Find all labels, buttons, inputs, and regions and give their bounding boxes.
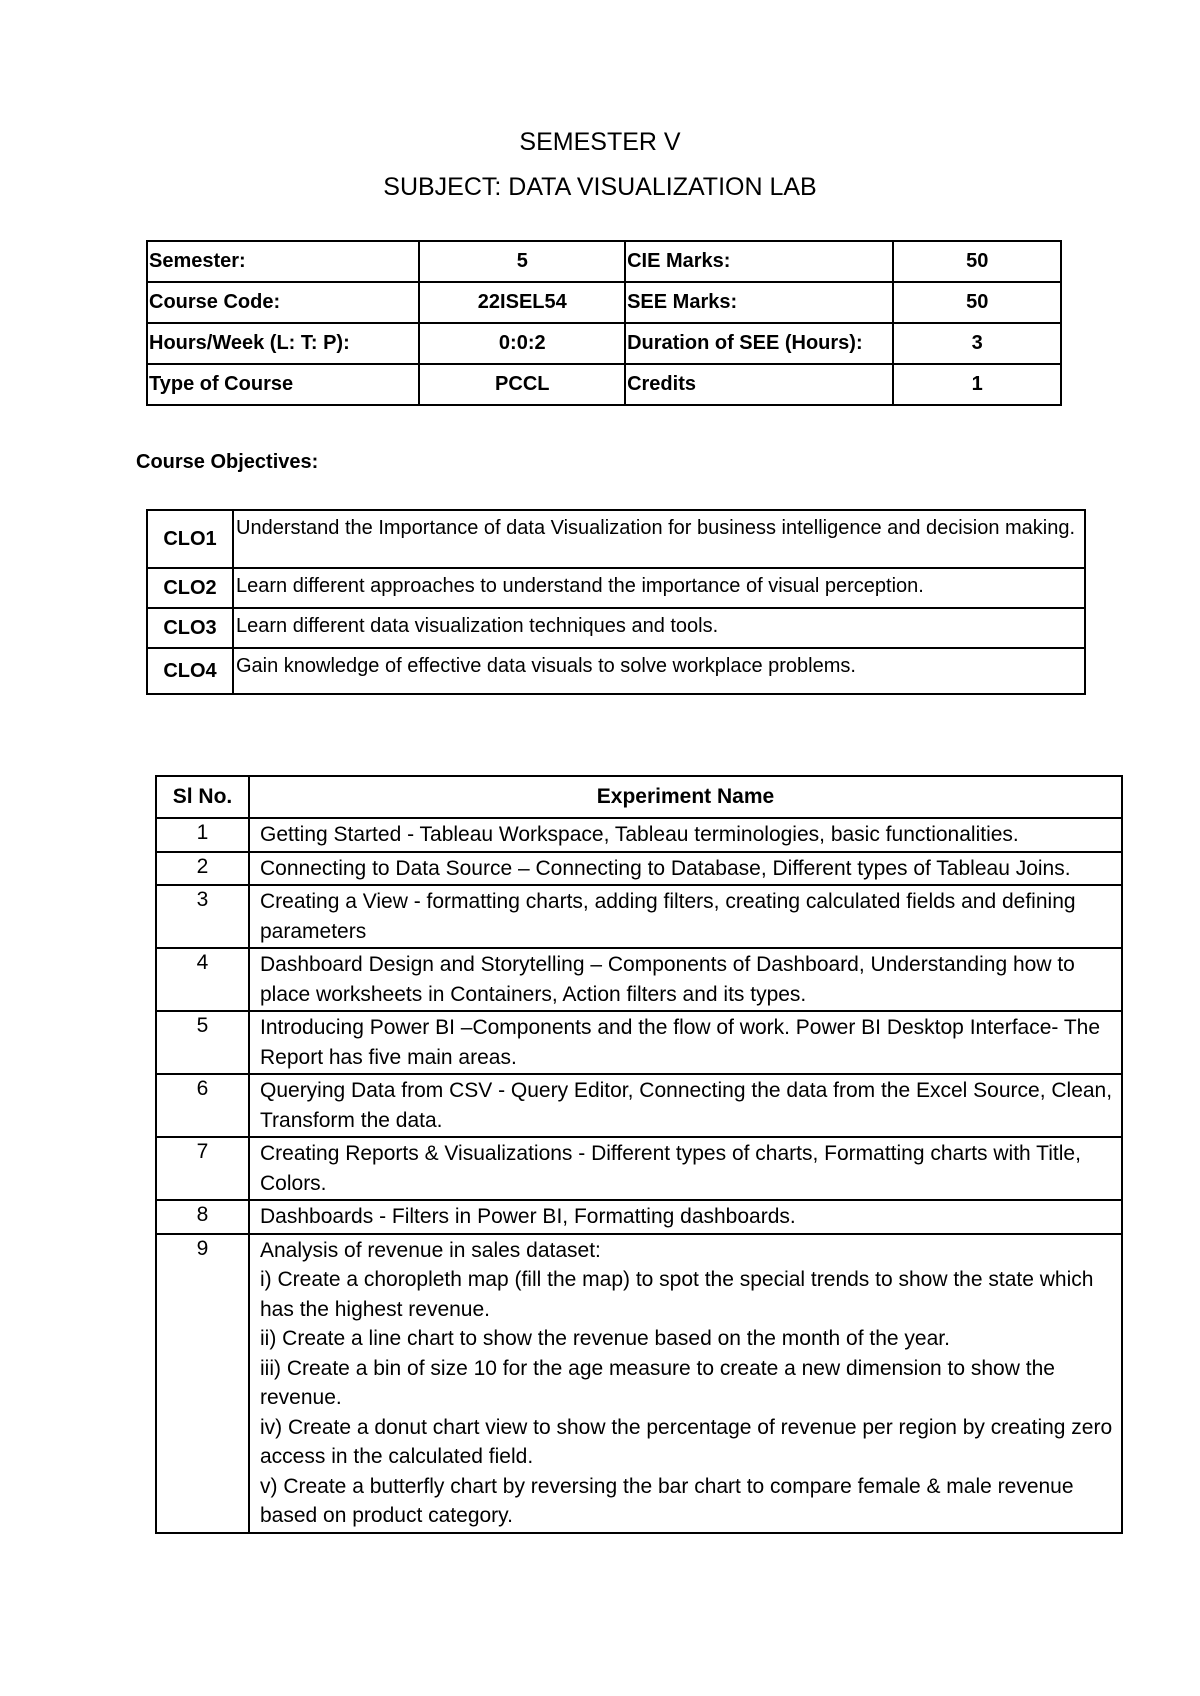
info-value: 50 <box>893 282 1061 323</box>
experiment-name-header: Experiment Name <box>249 776 1122 818</box>
objective-row <box>147 648 1085 694</box>
experiment-line: iv) Create a donut chart view to show the percentage of revenue per region by creating zero access in the calculated field. <box>260 1415 1113 1468</box>
objective-text: Understand the Importance of data Visualization for business intelligence and decision making. <box>233 510 1085 568</box>
info-value: 0:0:2 <box>419 323 625 364</box>
info-label: Hours/Week (L: T: P): <box>147 323 419 364</box>
experiment-number: 1 <box>156 818 249 852</box>
experiment-line: iii) Create a bin of size 10 for the age measure to create a new dimension to show the revenue. <box>260 1356 1055 1409</box>
experiment-number: 8 <box>156 1200 249 1234</box>
experiment-number: 6 <box>156 1074 249 1137</box>
experiment-row <box>156 1137 1122 1200</box>
experiment-line: Connecting to Data Source – Connecting to Database, Different types of Tableau Joins. <box>260 856 1071 880</box>
experiment-name <box>249 1234 1122 1533</box>
experiment-line: Creating Reports & Visualizations - Different types of charts, Formatting charts with Title, Colors. <box>260 1142 1081 1195</box>
subject-title: SUBJECT: DATA VISUALIZATION LAB <box>383 173 817 201</box>
info-label: Credits <box>625 364 893 405</box>
experiment-line: Dashboard Design and Storytelling – Components of Dashboard, Understanding how to place worksheets in Containers, Action filters and its types. <box>260 953 1075 1006</box>
experiment-name <box>249 818 1122 852</box>
experiment-number: 9 <box>156 1234 249 1533</box>
experiment-line: v) Create a butterfly chart by reversing the bar chart to compare female & male revenue based on product category. <box>260 1474 1074 1527</box>
experiment-name <box>249 1137 1122 1200</box>
experiment-row <box>156 852 1122 886</box>
course-info-row <box>147 282 1061 323</box>
objective-code: CLO3 <box>147 608 233 648</box>
info-label: CIE Marks: <box>625 241 893 282</box>
info-label: Semester: <box>147 241 419 282</box>
experiment-name <box>249 1074 1122 1137</box>
experiments-table <box>155 775 1123 1534</box>
experiment-number: 3 <box>156 885 249 948</box>
experiment-line: i) Create a choropleth map (fill the map) to spot the special trends to show the state which has the highest revenue. <box>260 1268 1094 1321</box>
experiment-line: Dashboards - Filters in Power BI, Formatting dashboards. <box>260 1205 796 1228</box>
objective-code: CLO1 <box>147 510 233 568</box>
experiment-row <box>156 885 1122 948</box>
experiment-row <box>156 1200 1122 1234</box>
experiment-row <box>156 948 1122 1011</box>
objective-row <box>147 568 1085 608</box>
experiment-name <box>249 1200 1122 1234</box>
info-label: Duration of SEE (Hours): <box>625 323 893 364</box>
experiment-number: 4 <box>156 948 249 1011</box>
experiment-number: 2 <box>156 852 249 886</box>
info-value: 5 <box>419 241 625 282</box>
info-label: Type of Course <box>147 364 419 405</box>
info-value: 50 <box>893 241 1061 282</box>
course-objectives-heading: Course Objectives: <box>136 451 319 473</box>
experiment-name <box>249 852 1122 886</box>
experiment-row <box>156 1011 1122 1074</box>
course-info-row <box>147 241 1061 282</box>
experiment-line: Getting Started - Tableau Workspace, Tableau terminologies, basic functionalities. <box>260 823 1019 846</box>
course-info-table <box>146 240 1062 406</box>
experiment-line: Introducing Power BI –Components and the flow of work. Power BI Desktop Interface- The Report has five main areas. <box>260 1016 1101 1069</box>
experiment-row <box>156 818 1122 852</box>
objective-code: CLO4 <box>147 648 233 694</box>
experiment-line: Creating a View - formatting charts, adding filters, creating calculated fields and defining parameters <box>260 890 1076 943</box>
objective-text: Gain knowledge of effective data visuals to solve workplace problems. <box>233 648 1085 694</box>
experiment-name <box>249 948 1122 1011</box>
experiment-number: 7 <box>156 1137 249 1200</box>
experiment-row <box>156 1234 1122 1533</box>
objective-row <box>147 510 1085 568</box>
info-value: 1 <box>893 364 1061 405</box>
sl-no-header: Sl No. <box>156 776 249 818</box>
semester-title: SEMESTER V <box>519 128 681 156</box>
experiment-line: Analysis of revenue in sales dataset: <box>260 1238 601 1262</box>
experiment-row <box>156 1074 1122 1137</box>
objective-row <box>147 608 1085 648</box>
experiment-line: Querying Data from CSV - Query Editor, Connecting the data from the Excel Source, Clean, Transform the data. <box>260 1079 1113 1132</box>
objective-code: CLO2 <box>147 568 233 608</box>
info-value: 22ISEL54 <box>419 282 625 323</box>
info-label: Course Code: <box>147 282 419 323</box>
experiment-line: ii) Create a line chart to show the revenue based on the month of the year. <box>260 1327 950 1350</box>
experiment-name <box>249 1011 1122 1074</box>
objective-text: Learn different data visualization techniques and tools. <box>233 608 1085 648</box>
course-objectives-table <box>146 509 1086 695</box>
experiments-header-row <box>156 776 1122 818</box>
info-value: PCCL <box>419 364 625 405</box>
objective-text: Learn different approaches to understand the importance of visual perception. <box>233 568 1085 608</box>
info-value: 3 <box>893 323 1061 364</box>
experiment-name <box>249 885 1122 948</box>
info-label: SEE Marks: <box>625 282 893 323</box>
experiment-number: 5 <box>156 1011 249 1074</box>
course-info-row <box>147 323 1061 364</box>
course-info-row <box>147 364 1061 405</box>
